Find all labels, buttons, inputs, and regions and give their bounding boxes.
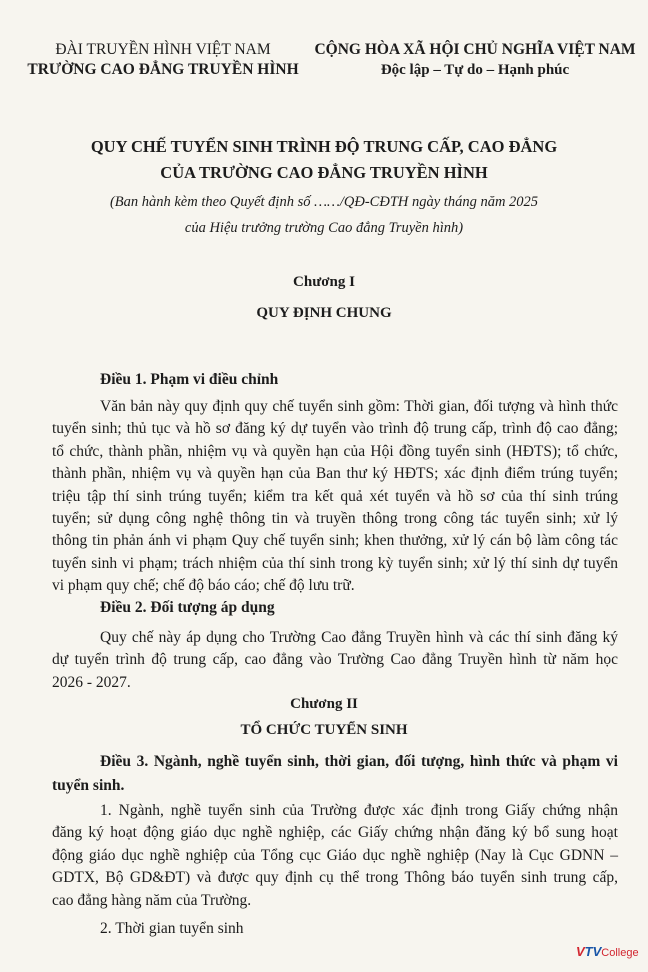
article3-item1-line: động giáo dục nghề nghiệp của Tổng cục Giáo dục nghề nghiệp (Nay là Cục GDNN – [52, 846, 618, 864]
article3-item2 [52, 918, 618, 940]
article2-body [52, 627, 618, 694]
logo-part-v: V [576, 944, 585, 959]
org-parent: ĐÀI TRUYỀN HÌNH VIỆT NAM [55, 41, 271, 58]
chapter2-title: TỔ CHỨC TUYỂN SINH [240, 722, 408, 738]
article1-line: tuyển sinh vi phạm; trách nhiệm của thí sinh trong kỳ tuyển sinh; xử lý thí sinh dự tuyển [52, 554, 618, 572]
logo-part-tv: TV [584, 944, 602, 959]
article3-item1-line: đăng ký hoạt động giáo dục nghề nghiệp, các Giấy chứng nhận đăng ký bổ sung hoạt [52, 824, 618, 842]
issuing-organization [18, 40, 308, 80]
chapter1-label: Chương I [293, 274, 355, 290]
article3-item1-line: cao đẳng hàng năm của Trường. [52, 891, 252, 909]
org-name: TRƯỜNG CAO ĐẲNG TRUYỀN HÌNH [27, 61, 299, 78]
chapter1-title: QUY ĐỊNH CHUNG [256, 305, 392, 321]
article1-line: thành phần, nhiệm vụ và quyền hạn của Ban thư ký HĐTS; xác định điểm trúng tuyển; [52, 465, 618, 483]
national-motto [306, 40, 644, 80]
article3-item1-line: GDTX, Bộ GD&ĐT) và được quy định cụ thể trong Thông báo tuyển sinh trung cấp, [52, 869, 618, 887]
article3-heading-line: Điều 3. Ngành, nghề tuyển sinh, thời gian, đối tượng, hình thức và phạm vi [100, 753, 618, 770]
nation-name: CỘNG HÒA XÃ HỘI CHỦ NGHĨA VIỆT NAM [314, 41, 636, 58]
article2-line: dự tuyển trình độ trung cấp, cao đẳng vào Trường Cao đẳng Truyền hình từ năm học [52, 651, 618, 669]
article1-line: Văn bản này quy định quy chế tuyển sinh gồm: Thời gian, đối tượng và hình thức [100, 398, 618, 415]
article3-heading [52, 750, 618, 798]
article2-line: 2026 - 2027. [52, 673, 131, 691]
document-title-line1: QUY CHẾ TUYỂN SINH TRÌNH ĐỘ TRUNG CẤP, CAO ĐẲNG [90, 137, 558, 156]
decision-issuer: của Hiệu trưởng trường Cao đẳng Truyền hình) [184, 220, 464, 236]
motto: Độc lập – Tự do – Hạnh phúc [380, 62, 570, 78]
article1-line: tuyển; sử dụng công nghệ thông tin và truyền thông trong công tác tuyển sinh; xử lý [52, 509, 618, 527]
article3-item1 [52, 800, 618, 912]
article3-item2-line: 2. Thời gian tuyển sinh [100, 920, 244, 937]
article1-heading: Điều 1. Phạm vi điều chỉnh [100, 371, 279, 388]
article2-heading: Điều 2. Đối tượng áp dụng [100, 599, 275, 616]
decision-reference: (Ban hành kèm theo Quyết định số ……/QĐ-CĐTH ngày tháng năm 2025 [109, 194, 539, 210]
document-title-line2: CỦA TRƯỜNG CAO ĐẲNG TRUYỀN HÌNH [160, 163, 488, 182]
logo-part-college: College [601, 947, 639, 959]
document-title-block [0, 134, 648, 238]
article1-line: vi phạm quy chế; chế độ báo cáo; chế độ lưu trữ. [52, 577, 355, 595]
article3-item1-line: 1. Ngành, nghề tuyển sinh của Trường được xác định trong Giấy chứng nhận [100, 802, 618, 819]
article1-body [52, 396, 618, 598]
article1-line: thông tin phản ánh vi phạm Quy chế tuyển sinh; khen thưởng, xử lý cán bộ làm công tác [52, 532, 618, 550]
chapter2-label: Chương II [290, 696, 358, 712]
article2-line: Quy chế này áp dụng cho Trường Cao đẳng Truyền hình và các thí sinh đăng ký [100, 629, 618, 646]
article3-heading-line: tuyển sinh. [52, 777, 125, 794]
vtv-college-logo [576, 944, 639, 959]
article1-line: tổ chức, thành phần, nhiệm vụ và quyền hạn của Hội đồng tuyển sinh (HĐTS); tổ chức, [52, 442, 618, 460]
article1-line: triệu tập thí sinh trúng tuyển; kiểm tra kết quả xét tuyển và hồ sơ của thí sinh trúng [52, 487, 618, 505]
article1-line: tuyển sinh; thủ tục và hồ sơ đăng ký dự tuyển vào trình độ trung cấp, trình độ cao đẳng; [52, 420, 618, 438]
